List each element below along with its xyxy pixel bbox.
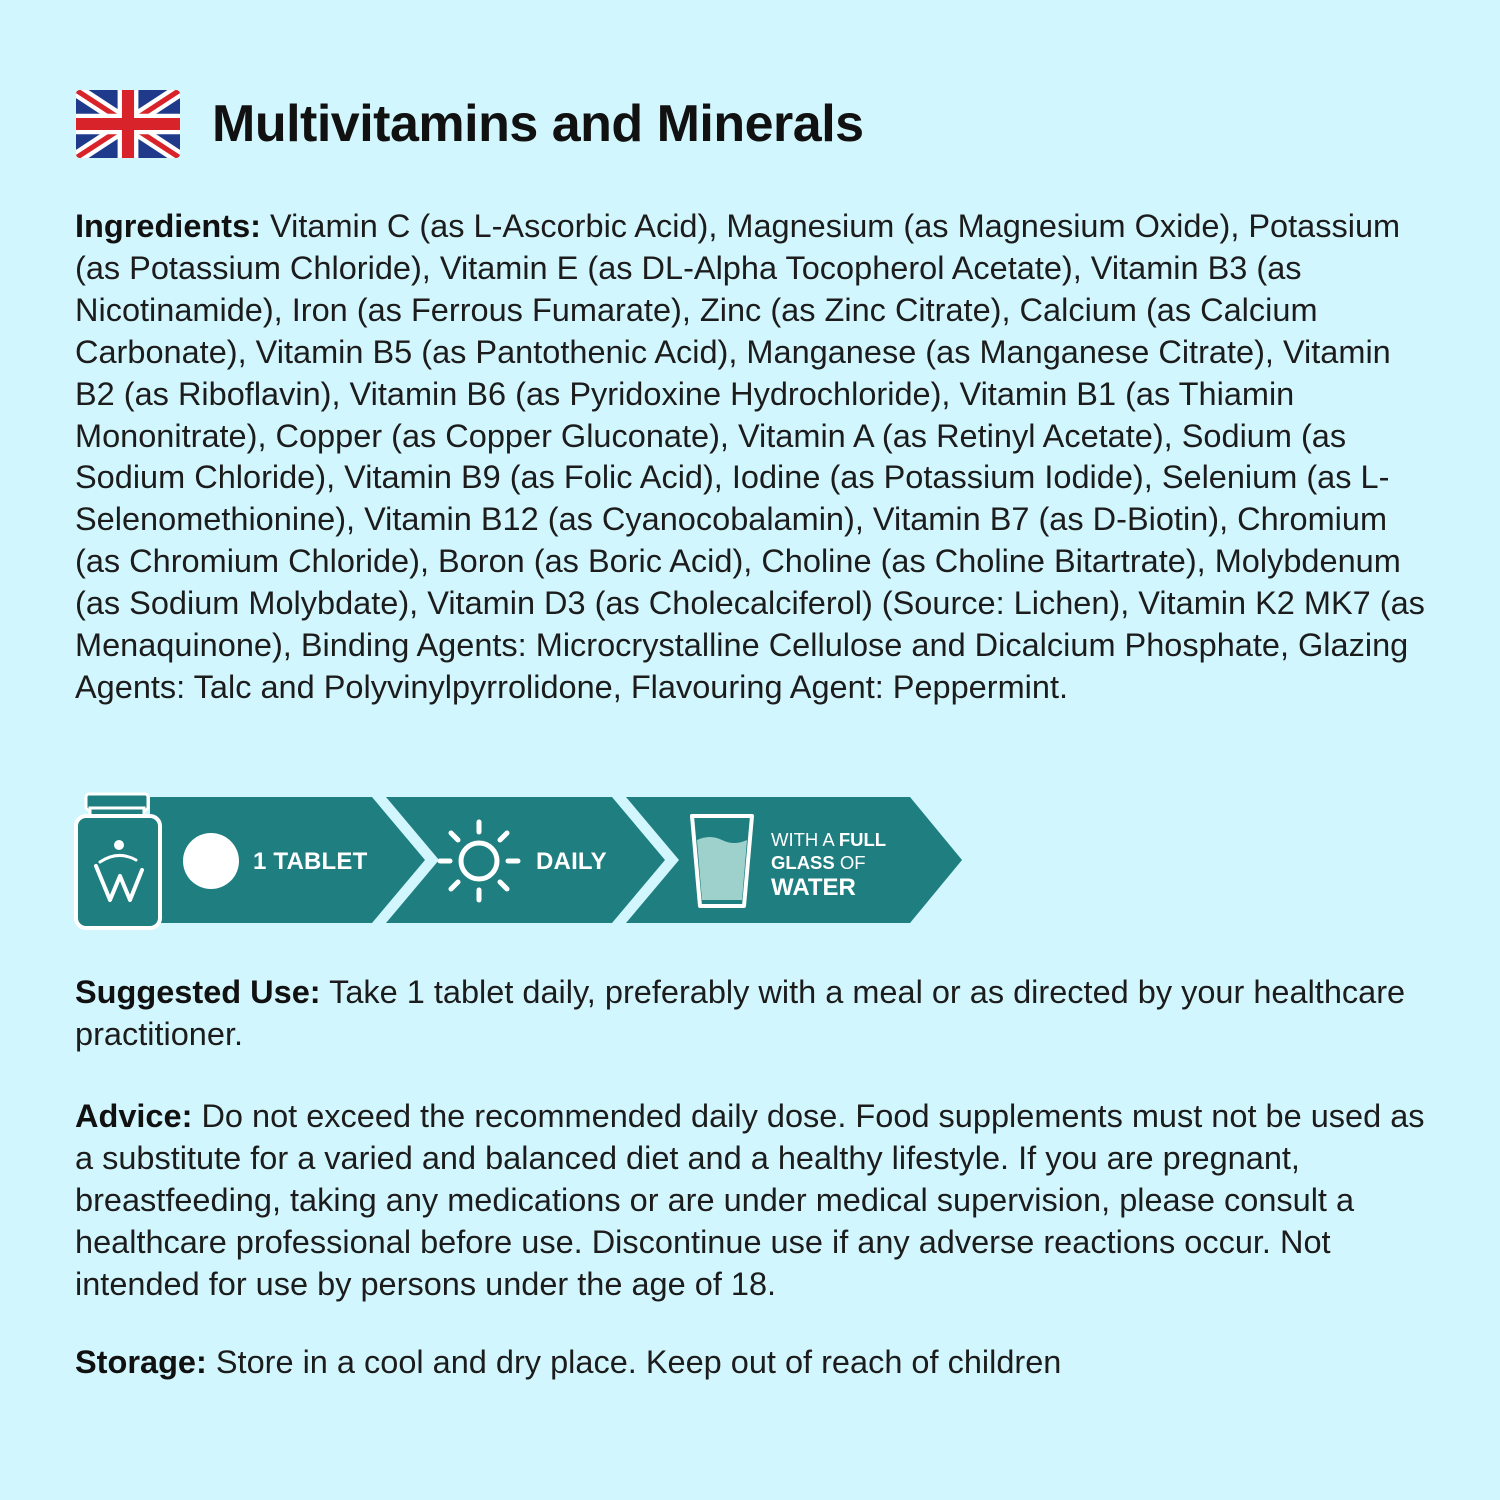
suggested-use-label: Suggested Use: — [75, 974, 321, 1010]
page-title: Multivitamins and Minerals — [212, 95, 864, 153]
storage-label: Storage: — [75, 1344, 207, 1380]
uk-flag-icon — [76, 90, 180, 158]
advice-text: Do not exceed the recommended daily dose. Food supplements must not be used as a substitute for a varied and balanced diet and a healthy lifestyle. If you are pregnant, breastfeeding, taking any medications or are under medical supervision, please consult a healthcare professional before use. Discontinue use if any adverse reactions occur. Not intended for use by persons under the age of 18. — [75, 1098, 1425, 1302]
water-line2-a: GLASS — [771, 852, 835, 873]
sun-icon — [436, 818, 522, 904]
water-line3: WATER — [771, 874, 856, 901]
water-instruction — [771, 828, 886, 902]
tablet-label: 1 TABLET — [253, 848, 368, 875]
suggested-use-text: Take 1 tablet daily, preferably with a meal or as directed by your healthcare practitioner. — [75, 974, 1406, 1052]
ingredients-section — [75, 206, 1435, 709]
bottle-logo-icon — [72, 790, 164, 932]
water-glass-icon — [686, 810, 758, 912]
storage-text: Store in a cool and dry place. Keep out of reach of children — [215, 1344, 1062, 1380]
advice-label: Advice: — [75, 1098, 193, 1134]
dosage-banner — [0, 790, 1000, 940]
suggested-use-section — [75, 972, 1435, 1056]
tablet-icon — [180, 830, 242, 892]
daily-label: DAILY — [536, 848, 607, 875]
storage-section — [75, 1342, 1435, 1384]
water-line1-b: FULL — [838, 829, 887, 850]
advice-section — [75, 1096, 1435, 1306]
water-line1-a: WITH A — [771, 829, 839, 850]
ingredients-text: Vitamin C (as L-Ascorbic Acid), Magnesium (as Magnesium Oxide), Potassium (as Potassium Chloride), Vitamin E (as DL-Alpha Tocopherol Acetate), Vitamin B3 (as Nicotinamide), Iron (as Ferrous Fumarate), Zinc (as Zinc Citrate), Calcium (as Calcium Carbonate), Vitamin B5 (as Pantothenic Acid), Manganese (as Manganese Citrate), Vitamin B2 (as Riboflavin), Vitamin B6 (as Pyridoxine Hydrochloride), Vitamin B1 (as Thiamin Mononitrate), Copper (as Copper Gluconate), Vitamin A (as Retinyl Acetate), Sodium (as Sodium Chloride), Vitamin B9 (as Folic Acid), Iodine (as Potassium Iodide), Selenium (as L-Selenomethionine), Vitamin B12 (as Cyanocobalamin), Vitamin B7 (as D-Biotin), Chromium (as Chromium Chloride), Boron (as Boric Acid), Choline (as Choline Bitartrate), Molybdenum (as Sodium Molybdate), Vitamin D3 (as Cholecalciferol) (Source: Lichen), Vitamin K2 MK7 (as Menaquinone), Binding Agents: Microcrystalline Cellulose and Dicalcium Phosphate, Glazing Agents: Talc and Polyvinylpyrrolidone, Flavouring Agent: Peppermint. — [75, 208, 1425, 705]
water-line2-b: OF — [834, 852, 866, 873]
ingredients-label: Ingredients: — [75, 208, 261, 244]
